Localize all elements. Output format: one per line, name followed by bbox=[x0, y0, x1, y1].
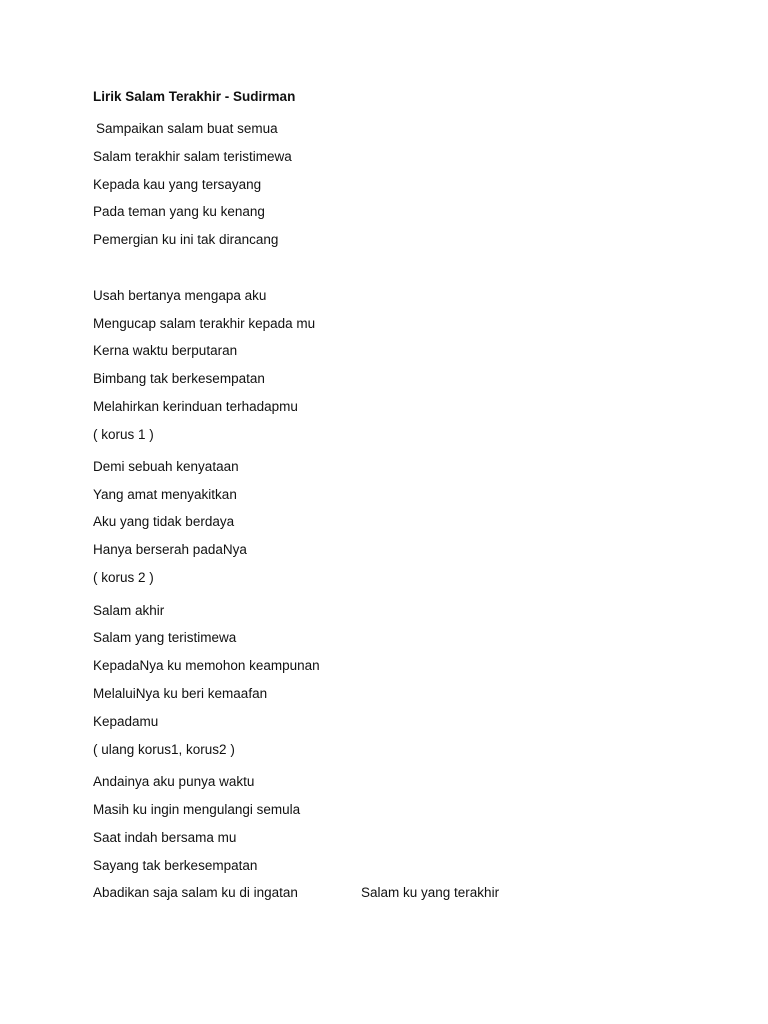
lyric-line: Melahirkan kerinduan terhadapmu bbox=[93, 399, 298, 414]
lyric-line: Mengucap salam terakhir kepada mu bbox=[93, 316, 316, 331]
lyric-line: Sampaikan salam buat semua bbox=[96, 121, 278, 136]
lyric-line: KepadaNya ku memohon keampunan bbox=[93, 658, 320, 673]
lyric-line: Usah bertanya mengapa aku bbox=[93, 288, 267, 303]
lyric-line: Salam yang teristimewa bbox=[93, 630, 237, 645]
chorus-marker: ( ulang korus1, korus2 ) bbox=[93, 742, 235, 757]
lyric-line: Aku yang tidak berdaya bbox=[93, 514, 235, 529]
lyric-line: Hanya berserah padaNya bbox=[93, 542, 247, 557]
chorus-marker: ( korus 1 ) bbox=[93, 427, 154, 442]
lyric-line: Pemergian ku ini tak dirancang bbox=[93, 232, 279, 247]
lyric-line: Andainya aku punya waktu bbox=[93, 774, 255, 789]
lyric-line: Pada teman yang ku kenang bbox=[93, 204, 265, 219]
lyric-line: Bimbang tak berkesempatan bbox=[93, 371, 265, 386]
lyric-line: Masih ku ingin mengulangi semula bbox=[93, 802, 301, 817]
chorus-marker: ( korus 2 ) bbox=[93, 570, 154, 585]
lyric-line: Kerna waktu berputaran bbox=[93, 343, 238, 358]
lyric-line: Salam akhir bbox=[93, 603, 165, 618]
lyric-line: Abadikan saja salam ku di ingatan bbox=[93, 885, 298, 900]
lyric-line: Demi sebuah kenyataan bbox=[93, 459, 239, 474]
lyric-line: MelaluiNya ku beri kemaafan bbox=[93, 686, 268, 701]
lyric-line: Yang amat menyakitkan bbox=[93, 487, 237, 502]
lyric-line: Salam ku yang terakhir bbox=[361, 885, 500, 900]
lyric-line: Kepada kau yang tersayang bbox=[93, 177, 262, 192]
lyric-line: Salam terakhir salam teristimewa bbox=[93, 149, 292, 164]
lyric-line: Sayang tak berkesempatan bbox=[93, 858, 258, 873]
lyric-line: Saat indah bersama mu bbox=[93, 830, 237, 845]
lyric-line: Kepadamu bbox=[93, 714, 159, 729]
page-title: Lirik Salam Terakhir - Sudirman bbox=[93, 89, 296, 104]
